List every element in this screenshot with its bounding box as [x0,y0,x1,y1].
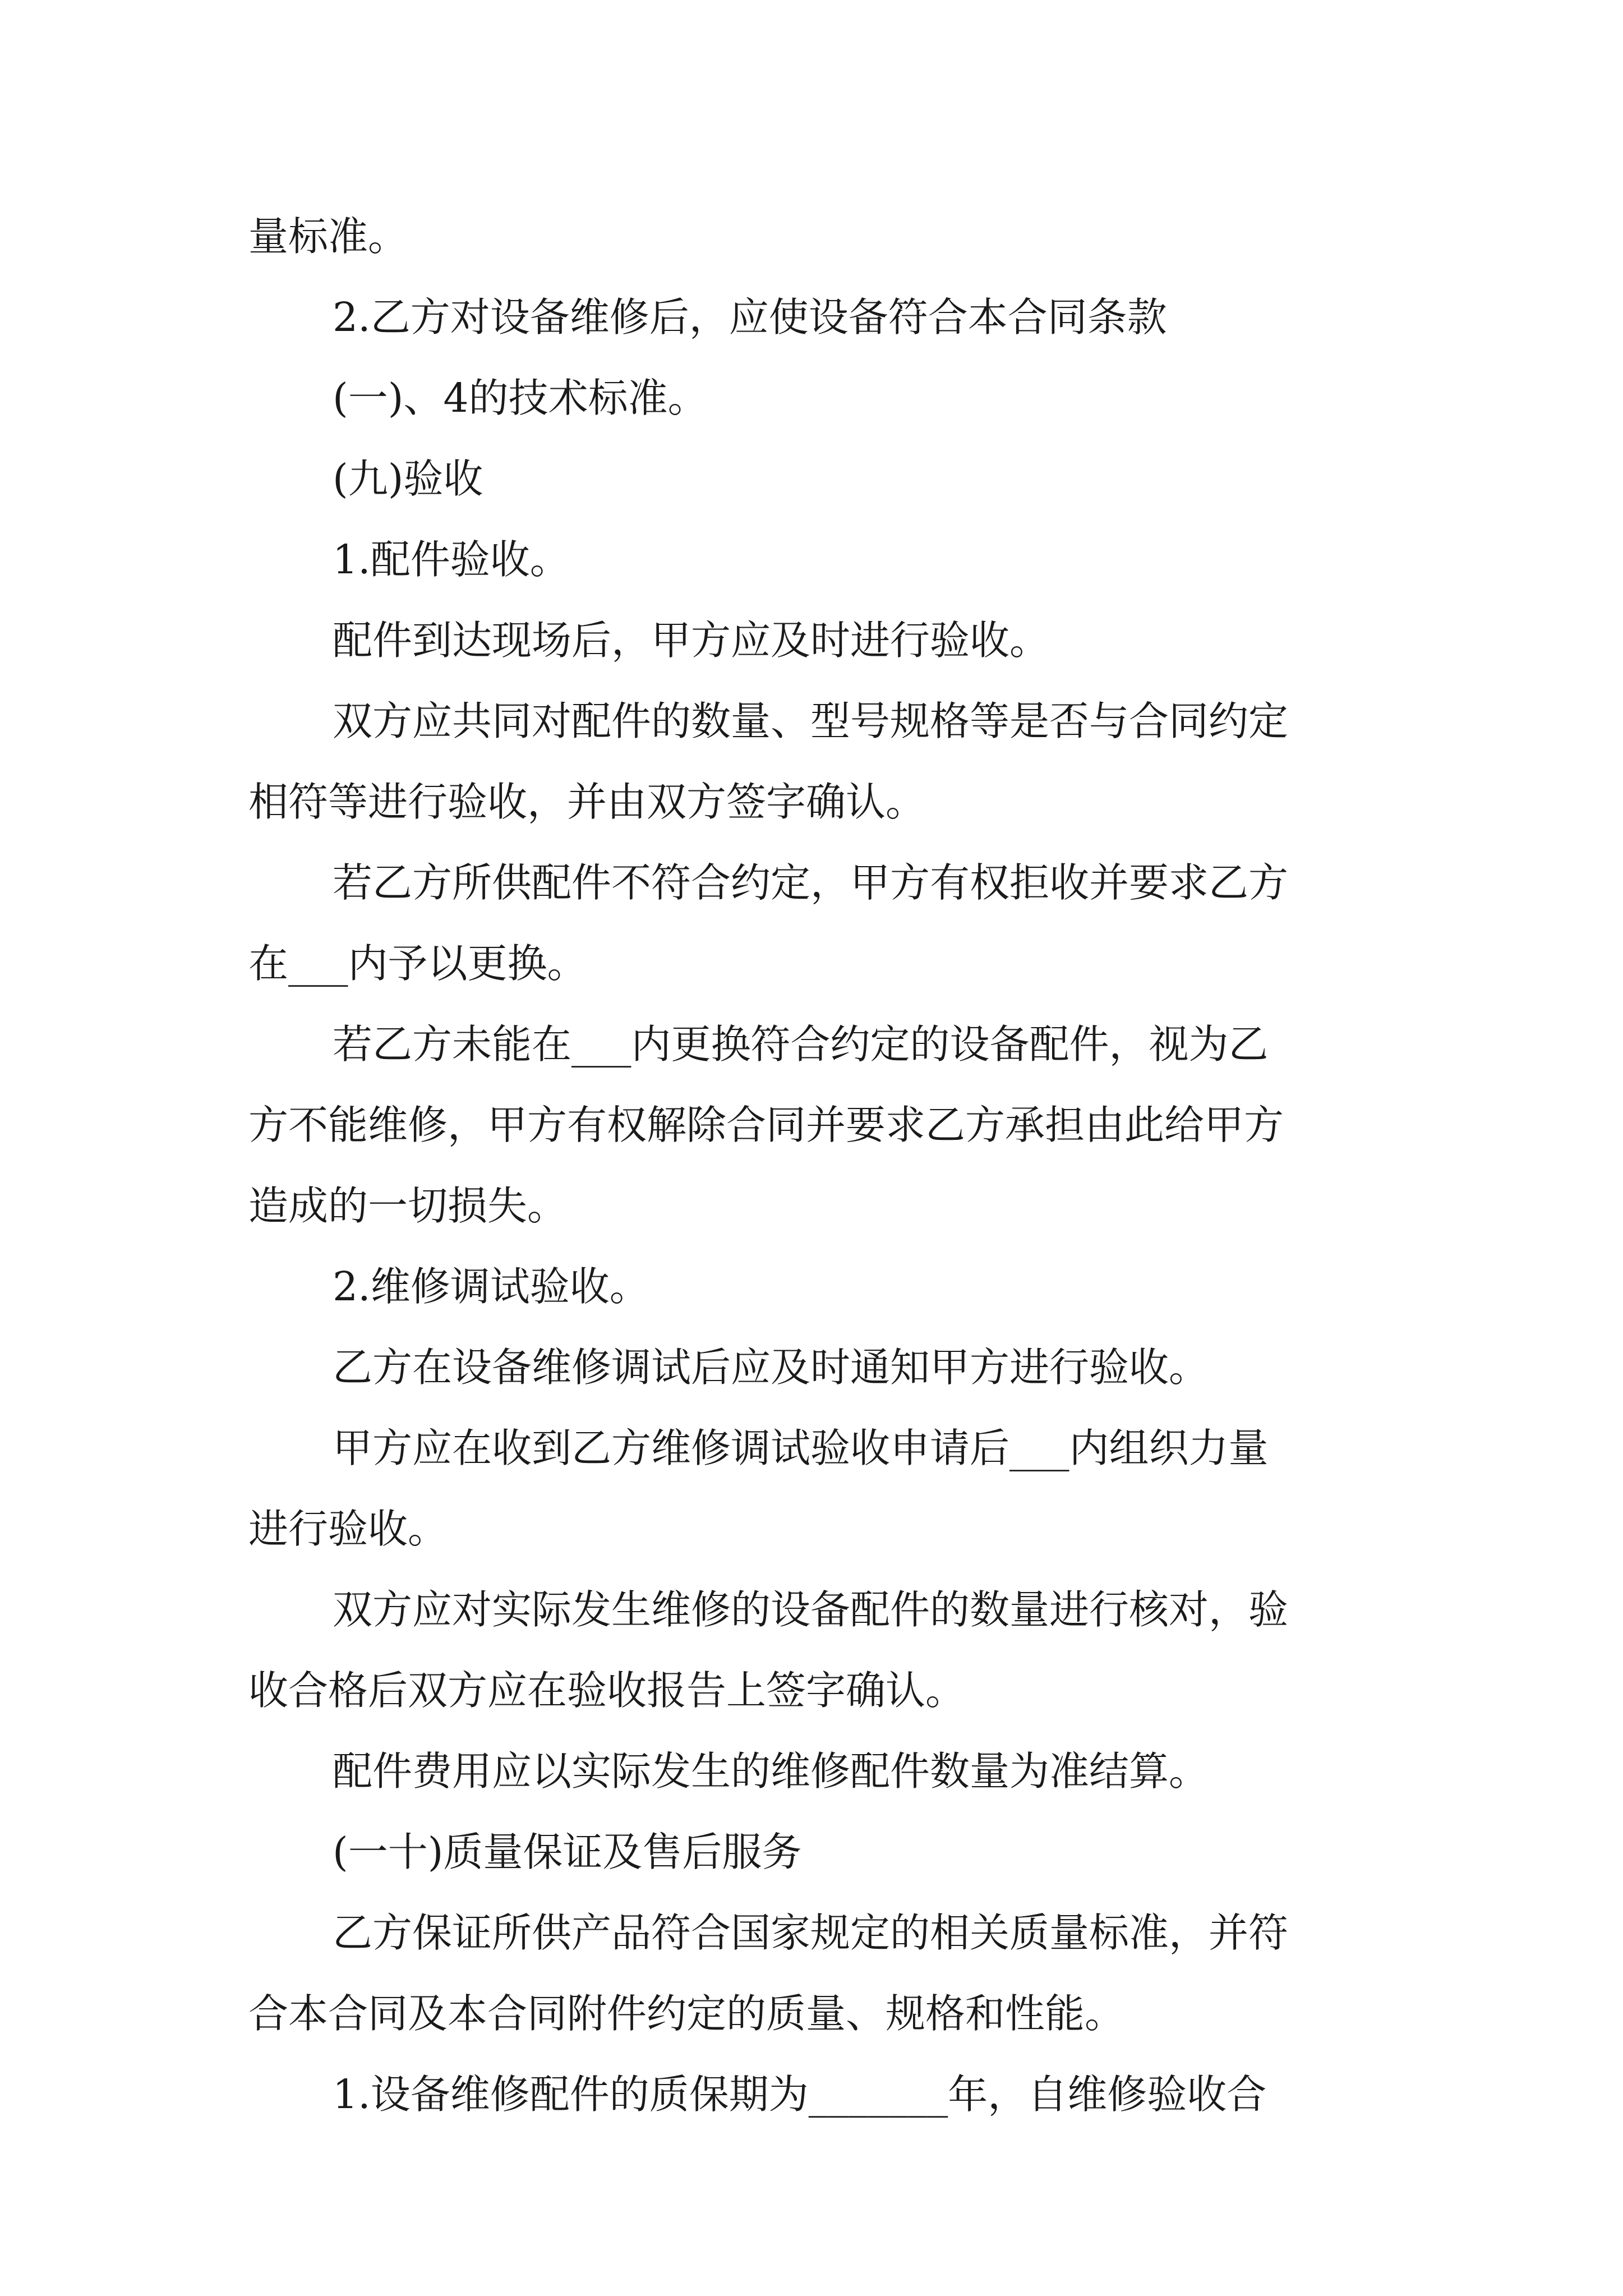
section-heading: (一十)质量保证及售后服务 [333,1829,802,1875]
paragraph-line: 乙方在设备维修调试后应及时通知甲方进行验收。 [333,1344,1209,1391]
section-heading: (九)验收 [333,455,483,502]
paragraph-line: 若乙方未能在___内更换符合约定的设备配件，视为乙 [333,1021,1269,1068]
subsection-heading: 2.维修调试验收。 [333,1263,649,1310]
paragraph-line: 若乙方所供配件不符合约定，甲方有权拒收并要求乙方 [333,859,1289,906]
paragraph-line: 2.乙方对设备维修后，应使设备符合本合同条款 [333,294,1167,341]
paragraph-line: 在___内予以更换。 [248,940,587,987]
paragraph-line: 合本合同及本合同附件约定的质量、规格和性能。 [248,1990,1125,2037]
paragraph-line: 进行验收。 [248,1506,448,1552]
paragraph-line: 甲方应在收到乙方维修调试验收申请后___内组织力量 [333,1425,1269,1471]
paragraph-line: 量标准。 [248,213,408,260]
subsection-heading: 1.配件验收。 [333,536,570,583]
paragraph-line: 双方应对实际发生维修的设备配件的数量进行核对，验 [333,1586,1289,1633]
paragraph-line: 造成的一切损失。 [248,1182,568,1229]
paragraph-line: 收合格后双方应在验收报告上签字确认。 [248,1667,966,1714]
paragraph-line: (一)、4的技术标准。 [333,375,708,421]
paragraph-line: 乙方保证所供产品符合国家规定的相关质量标准，并符 [333,1910,1289,1956]
paragraph-line: 1.设备维修配件的质保期为_______年，自维修验收合 [333,2071,1267,2118]
paragraph-line: 配件到达现场后，甲方应及时进行验收。 [333,617,1050,664]
paragraph-line: 配件费用应以实际发生的维修配件数量为准结算。 [333,1748,1209,1795]
paragraph-line: 相符等进行验收，并由双方签字确认。 [248,779,926,825]
paragraph-line: 方不能维修，甲方有权解除合同并要求乙方承担由此给甲方 [248,1102,1284,1148]
paragraph-line: 双方应共同对配件的数量、型号规格等是否与合同约定 [333,698,1289,744]
document-body [248,196,1387,2135]
